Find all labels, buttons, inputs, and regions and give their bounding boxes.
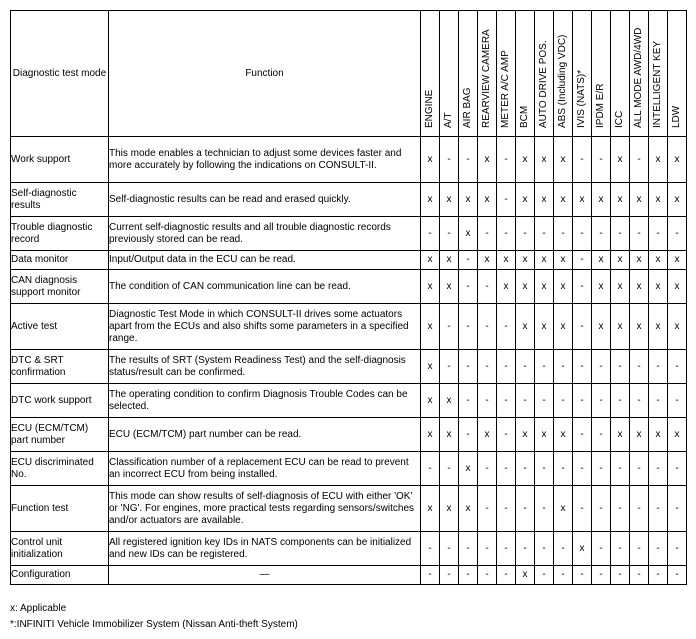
row-mark: x	[440, 270, 459, 304]
row-mark: -	[478, 452, 497, 486]
row-mark: x	[630, 251, 649, 270]
row-mark: -	[592, 566, 611, 585]
row-mark: -	[478, 350, 497, 384]
row-mark: x	[630, 183, 649, 217]
row-mark: -	[440, 532, 459, 566]
row-mark: x	[421, 270, 440, 304]
row-mark: x	[421, 486, 440, 532]
row-mark: -	[459, 350, 478, 384]
row-mark: -	[440, 304, 459, 350]
row-mark: -	[535, 217, 554, 251]
header-system-label: REARVIEW CAMERA	[481, 29, 492, 128]
row-mark: x	[516, 251, 535, 270]
header-system	[554, 11, 573, 137]
row-mark: x	[649, 251, 668, 270]
row-mark: x	[554, 486, 573, 532]
row-mark: x	[630, 304, 649, 350]
row-mark: -	[459, 304, 478, 350]
row-function: Input/Output data in the ECU can be read.	[109, 251, 421, 270]
header-system-label: LDW	[671, 105, 682, 128]
row-mark: x	[516, 270, 535, 304]
row-mark: -	[630, 350, 649, 384]
row-mark: -	[649, 566, 668, 585]
row-mark: -	[421, 217, 440, 251]
row-mark: x	[554, 183, 573, 217]
row-function: ECU (ECM/TCM) part number can be read.	[109, 418, 421, 452]
row-mark: -	[459, 532, 478, 566]
header-system-label: IVIS (NATS)*	[576, 69, 587, 128]
table-row	[11, 137, 687, 183]
row-mark: -	[611, 350, 630, 384]
row-mark: -	[649, 486, 668, 532]
row-mark: x	[649, 137, 668, 183]
row-mark: x	[668, 418, 687, 452]
row-mark: x	[535, 183, 554, 217]
row-mode: ECU (ECM/TCM) part number	[11, 418, 109, 452]
row-mode: Active test	[11, 304, 109, 350]
row-mark: x	[611, 183, 630, 217]
row-mark: -	[668, 566, 687, 585]
header-system-label: ALL MODE AWD/4WD	[633, 27, 644, 128]
row-mark: -	[554, 532, 573, 566]
row-mark: -	[478, 217, 497, 251]
header-system	[516, 11, 535, 137]
row-mark: x	[516, 137, 535, 183]
header-system-label: ENGINE	[424, 89, 435, 128]
row-mark: -	[459, 251, 478, 270]
row-mode: CAN diagnosis support monitor	[11, 270, 109, 304]
table-row	[11, 566, 687, 585]
row-mark: -	[573, 350, 592, 384]
header-system	[668, 11, 687, 137]
row-mark: -	[516, 384, 535, 418]
row-mark: x	[649, 418, 668, 452]
row-mark: -	[497, 304, 516, 350]
row-mark: x	[554, 270, 573, 304]
table-row	[11, 452, 687, 486]
row-function: Diagnostic Test Mode in which CONSULT-II drives some actuators apart from the ECUs and also shifts some parameters in a specified range.	[109, 304, 421, 350]
row-mark: x	[668, 183, 687, 217]
row-mode: ECU discriminated No.	[11, 452, 109, 486]
row-mark: x	[421, 384, 440, 418]
row-mark: x	[440, 251, 459, 270]
row-mode: Work support	[11, 137, 109, 183]
row-mark: -	[668, 350, 687, 384]
row-function: Classification number of a replacement ECU can be read to prevent an incorrect ECU from being installed.	[109, 452, 421, 486]
header-system-label: INTELLIGENT KEY	[652, 40, 663, 128]
row-mode: Data monitor	[11, 251, 109, 270]
row-mark: -	[649, 532, 668, 566]
row-mark: -	[573, 418, 592, 452]
row-mark: x	[421, 350, 440, 384]
row-mark: -	[497, 217, 516, 251]
table-row	[11, 532, 687, 566]
row-mark: x	[421, 183, 440, 217]
row-mark: x	[497, 251, 516, 270]
table-row	[11, 251, 687, 270]
diagnostic-test-mode-table	[10, 10, 687, 585]
row-mark: -	[630, 452, 649, 486]
row-mark: x	[440, 183, 459, 217]
row-mark: x	[497, 270, 516, 304]
row-mode: Trouble diagnostic record	[11, 217, 109, 251]
header-system-label: A/T	[443, 112, 454, 128]
row-mark: -	[630, 566, 649, 585]
row-mode: Control unit initialization	[11, 532, 109, 566]
table-row	[11, 486, 687, 532]
row-mark: x	[478, 251, 497, 270]
header-system-label: AUTO DRIVE POS.	[538, 40, 549, 128]
row-mark: x	[668, 251, 687, 270]
row-mark: x	[649, 270, 668, 304]
row-mark: x	[611, 270, 630, 304]
row-mark: -	[478, 532, 497, 566]
row-mark: -	[440, 566, 459, 585]
row-mark: -	[573, 270, 592, 304]
row-mark: -	[649, 384, 668, 418]
row-mark: -	[516, 217, 535, 251]
row-mark: x	[440, 418, 459, 452]
row-mark: -	[573, 137, 592, 183]
row-mark: x	[668, 270, 687, 304]
row-mark: -	[611, 566, 630, 585]
table-body	[11, 137, 687, 585]
row-function: Current self-diagnostic results and all trouble diagnostic records previously stored can be read.	[109, 217, 421, 251]
row-mark: x	[592, 270, 611, 304]
table-row	[11, 270, 687, 304]
row-mark: -	[649, 350, 668, 384]
table-row	[11, 384, 687, 418]
row-mark: -	[516, 350, 535, 384]
header-system	[478, 11, 497, 137]
header-system	[535, 11, 554, 137]
row-mark: -	[649, 217, 668, 251]
row-mark: x	[516, 566, 535, 585]
row-mark: x	[459, 217, 478, 251]
row-mark: -	[554, 350, 573, 384]
row-mark: -	[611, 452, 630, 486]
row-mark: x	[459, 452, 478, 486]
row-mark: x	[630, 418, 649, 452]
row-mark: -	[459, 137, 478, 183]
row-mark: x	[478, 183, 497, 217]
row-function: The condition of CAN communication line can be read.	[109, 270, 421, 304]
row-mark: -	[497, 137, 516, 183]
row-mark: x	[459, 486, 478, 532]
row-function: All registered ignition key IDs in NATS components can be initialized and new IDs can be registered.	[109, 532, 421, 566]
row-mark: x	[592, 183, 611, 217]
row-mark: -	[459, 418, 478, 452]
table-row	[11, 183, 687, 217]
row-mark: -	[497, 350, 516, 384]
row-mark: x	[573, 183, 592, 217]
row-mark: -	[668, 532, 687, 566]
row-mark: -	[421, 566, 440, 585]
row-function: This mode enables a technician to adjust some devices faster and more accurately by following the indications on CONSULT-II.	[109, 137, 421, 183]
table-row	[11, 418, 687, 452]
row-mark: -	[611, 532, 630, 566]
row-mark: -	[497, 532, 516, 566]
header-system	[630, 11, 649, 137]
row-mark: -	[592, 452, 611, 486]
row-mark: -	[440, 137, 459, 183]
row-mode: DTC & SRT confirmation	[11, 350, 109, 384]
row-mark: -	[497, 183, 516, 217]
row-mark: -	[516, 486, 535, 532]
row-mark: -	[592, 217, 611, 251]
row-mark: x	[516, 183, 535, 217]
header-system	[649, 11, 668, 137]
row-mark: -	[497, 566, 516, 585]
row-mark: -	[592, 350, 611, 384]
row-function: —	[109, 566, 421, 585]
row-mark: -	[535, 350, 554, 384]
header-system	[573, 11, 592, 137]
row-mark: -	[573, 384, 592, 418]
row-mark: -	[440, 452, 459, 486]
row-mark: x	[421, 137, 440, 183]
row-mark: -	[421, 532, 440, 566]
row-mark: x	[554, 251, 573, 270]
row-mark: x	[554, 137, 573, 183]
row-mark: -	[573, 217, 592, 251]
table-row	[11, 350, 687, 384]
row-mark: x	[535, 251, 554, 270]
row-mark: -	[478, 384, 497, 418]
row-mark: -	[573, 486, 592, 532]
row-mark: -	[535, 566, 554, 585]
row-mark: x	[592, 251, 611, 270]
row-mark: -	[478, 270, 497, 304]
row-mark: x	[440, 384, 459, 418]
row-mark: x	[592, 304, 611, 350]
header-system	[440, 11, 459, 137]
header-row	[11, 11, 687, 137]
row-mark: -	[668, 384, 687, 418]
header-system	[497, 11, 516, 137]
row-mark: -	[611, 217, 630, 251]
row-mark: x	[478, 137, 497, 183]
row-mode: Self-diagnostic results	[11, 183, 109, 217]
row-mark: x	[630, 270, 649, 304]
row-mark: x	[611, 418, 630, 452]
row-mark: x	[440, 486, 459, 532]
row-mark: -	[554, 384, 573, 418]
row-mark: -	[535, 384, 554, 418]
row-mark: x	[535, 137, 554, 183]
row-mark: -	[554, 566, 573, 585]
row-mark: -	[535, 452, 554, 486]
row-mark: x	[535, 304, 554, 350]
row-mark: x	[573, 532, 592, 566]
row-mark: x	[535, 418, 554, 452]
header-system-label: AIR BAG	[462, 87, 473, 128]
row-mark: -	[668, 452, 687, 486]
row-mark: -	[630, 137, 649, 183]
row-mark: -	[554, 217, 573, 251]
row-mark: -	[497, 452, 516, 486]
header-system-label: ICC	[614, 110, 625, 128]
footnote-nats: *:INFINITI Vehicle Immobilizer System (Nissan Anti-theft System)	[10, 619, 298, 630]
footnote-applicable: x: Applicable	[10, 603, 67, 614]
row-mode: Function test	[11, 486, 109, 532]
row-mark: -	[630, 532, 649, 566]
row-mark: -	[668, 486, 687, 532]
row-mark: -	[592, 137, 611, 183]
row-mark: x	[649, 304, 668, 350]
row-mark: -	[421, 452, 440, 486]
row-mark: -	[459, 270, 478, 304]
header-system	[421, 11, 440, 137]
row-mark: -	[592, 418, 611, 452]
row-mark: x	[421, 418, 440, 452]
row-mark: -	[573, 251, 592, 270]
row-mark: x	[478, 418, 497, 452]
header-system	[611, 11, 630, 137]
header-mode: Diagnostic test mode	[11, 11, 109, 137]
row-mark: x	[611, 304, 630, 350]
row-mark: -	[516, 452, 535, 486]
row-mark: x	[421, 251, 440, 270]
row-mark: -	[554, 452, 573, 486]
row-mark: -	[573, 566, 592, 585]
header-system-label: IPDM E/R	[595, 83, 606, 128]
row-mark: -	[573, 304, 592, 350]
header-function: Function	[109, 11, 421, 137]
row-mark: -	[630, 486, 649, 532]
row-function: Self-diagnostic results can be read and erased quickly.	[109, 183, 421, 217]
row-mark: -	[478, 486, 497, 532]
row-mark: x	[554, 418, 573, 452]
row-mark: -	[611, 486, 630, 532]
header-system-label: ABS (Including VDC)	[557, 34, 568, 128]
header-system	[459, 11, 478, 137]
row-mark: x	[459, 183, 478, 217]
row-mark: -	[535, 532, 554, 566]
row-mark: -	[497, 486, 516, 532]
row-mark: -	[630, 384, 649, 418]
row-mark: -	[497, 418, 516, 452]
row-function: This mode can show results of self-diagnosis of ECU with either 'OK' or 'NG'. For engines, more practical tests regarding sensors/switches and/or actuators are available.	[109, 486, 421, 532]
row-mark: -	[573, 452, 592, 486]
row-mark: -	[497, 384, 516, 418]
row-mark: -	[459, 566, 478, 585]
row-mark: -	[440, 350, 459, 384]
row-mark: -	[516, 532, 535, 566]
row-mark: -	[630, 217, 649, 251]
row-mark: x	[668, 304, 687, 350]
table-row	[11, 304, 687, 350]
row-mode: DTC work support	[11, 384, 109, 418]
row-mark: x	[516, 304, 535, 350]
row-mark: -	[668, 217, 687, 251]
row-mark: -	[459, 384, 478, 418]
row-mark: -	[649, 452, 668, 486]
row-mark: x	[554, 304, 573, 350]
row-mark: x	[535, 270, 554, 304]
row-mark: x	[516, 418, 535, 452]
row-mark: -	[478, 304, 497, 350]
row-mark: -	[611, 384, 630, 418]
row-mark: -	[592, 486, 611, 532]
header-system-label: BCM	[519, 105, 530, 128]
table-row	[11, 217, 687, 251]
header-system-label: METER A/C AMP	[500, 50, 511, 128]
row-function: The operating condition to confirm Diagnosis Trouble Codes can be selected.	[109, 384, 421, 418]
row-mark: x	[611, 137, 630, 183]
row-mark: -	[440, 217, 459, 251]
header-system	[592, 11, 611, 137]
row-mark: x	[611, 251, 630, 270]
row-mark: -	[478, 566, 497, 585]
row-mark: -	[535, 486, 554, 532]
row-mark: x	[668, 137, 687, 183]
row-function: The results of SRT (System Readiness Test) and the self-diagnosis status/result can be confirmed.	[109, 350, 421, 384]
row-mark: -	[592, 384, 611, 418]
row-mark: -	[592, 532, 611, 566]
row-mark: x	[421, 304, 440, 350]
row-mode: Configuration	[11, 566, 109, 585]
row-mark: x	[649, 183, 668, 217]
